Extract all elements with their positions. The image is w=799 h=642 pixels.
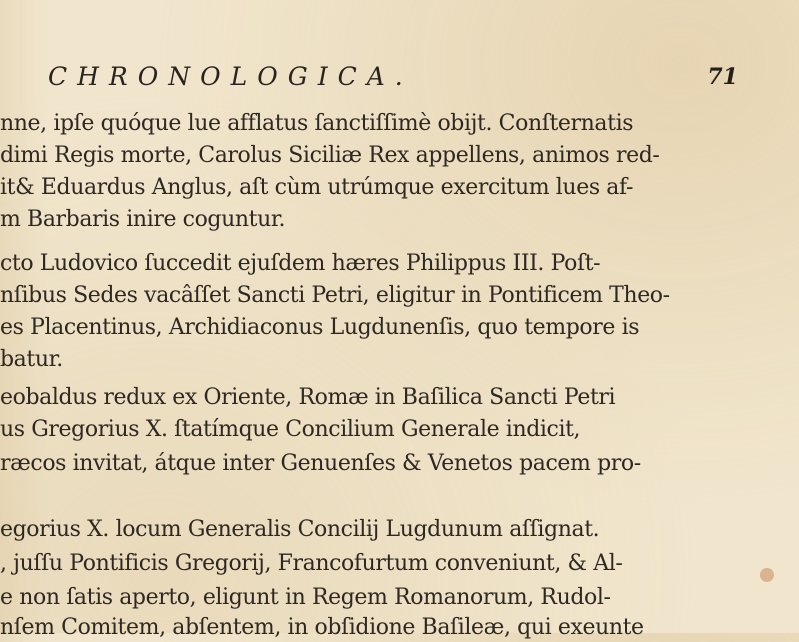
text-line: ræcos invitat, átque inter Genuenſes & Venetos pacem pro- [0,451,641,476]
text-line: e non ſatis aperto, eligunt in Regem Romanorum, Rudol- [0,585,611,610]
text-line: batur. [0,347,63,372]
text-line: dimi Regis morte, Carolus Siciliæ Rex appellens, animos red- [0,143,660,168]
text-line: it& Eduardus Anglus, aſt cùm utrúmque exercitum lues af- [0,175,634,200]
text-line: eobaldus redux ex Oriente, Romæ in Baſilica Sancti Petri [0,385,616,410]
text-line: m Barbaris inire coguntur. [0,207,286,232]
text-line: nne, ipſe quóque lue afflatus ſanctiſſimè obijt. Conſternatis [0,111,634,136]
text-line: nſem Comitem, abſentem, in obſidione Baſileæ, qui exeunte [0,615,644,640]
text-line: us Gregorius X. ſtatímque Concilium Generale indicit, [0,417,581,442]
text-line: nſibus Sedes vacâſſet Sancti Petri, eligitur in Pontificem Theo- [0,283,670,308]
page-number: 71 [707,64,738,90]
running-head: CHRONOLOGICA. [48,62,413,91]
page-header [48,62,738,96]
paper-stain [760,568,774,582]
text-line: , juſſu Pontificis Gregorij, Francofurtum conveniunt, & Al- [0,551,623,576]
text-line: cto Ludovico ſuccedit ejuſdem hæres Philippus III. Poſt- [0,251,601,276]
text-line: egorius X. locum Generalis Concilij Lugdunum aſſignat. [0,517,600,542]
text-line: es Placentinus, Archidiaconus Lugdunenſis, quo tempore is [0,315,640,340]
